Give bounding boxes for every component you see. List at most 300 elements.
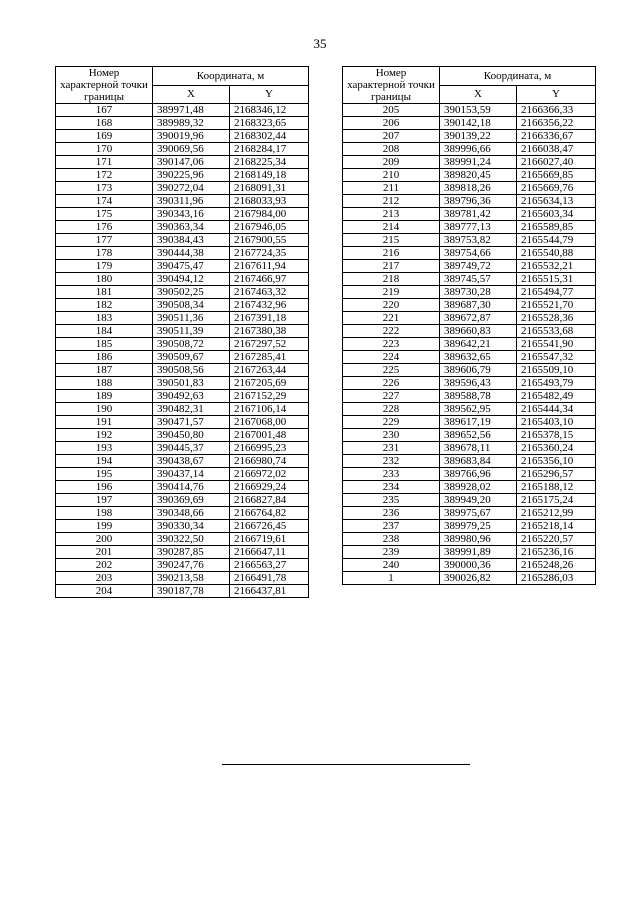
point-number-cell: 182 <box>56 299 153 312</box>
table-row <box>343 156 596 169</box>
y-coordinate-cell: 2167001,48 <box>230 429 309 442</box>
table-row <box>56 299 309 312</box>
table-row <box>343 312 596 325</box>
x-coordinate-cell: 390492,63 <box>153 390 230 403</box>
table-row <box>56 559 309 572</box>
x-coordinate-cell: 389678,11 <box>440 442 517 455</box>
x-coordinate-cell: 390322,50 <box>153 533 230 546</box>
point-number-cell: 186 <box>56 351 153 364</box>
table-row <box>343 416 596 429</box>
table-row <box>343 559 596 572</box>
table-row <box>56 221 309 234</box>
y-coordinate-cell: 2167946,05 <box>230 221 309 234</box>
point-number-cell: 204 <box>56 585 153 598</box>
x-coordinate-cell: 389596,43 <box>440 377 517 390</box>
x-coordinate-cell: 390482,31 <box>153 403 230 416</box>
y-coordinate-cell: 2166929,24 <box>230 481 309 494</box>
y-coordinate-cell: 2165188,12 <box>517 481 596 494</box>
point-number-cell: 205 <box>343 104 440 117</box>
x-coordinate-cell: 390225,96 <box>153 169 230 182</box>
point-number-cell: 214 <box>343 221 440 234</box>
coordinate-header: Координата, м <box>440 67 596 86</box>
point-number-cell: 217 <box>343 260 440 273</box>
point-number-cell: 236 <box>343 507 440 520</box>
point-number-cell: 218 <box>343 273 440 286</box>
x-coordinate-cell: 390444,38 <box>153 247 230 260</box>
y-coordinate-cell: 2167432,96 <box>230 299 309 312</box>
x-coordinate-cell: 389730,28 <box>440 286 517 299</box>
table-row <box>56 585 309 598</box>
y-coordinate-cell: 2165589,85 <box>517 221 596 234</box>
x-coordinate-cell: 389796,36 <box>440 195 517 208</box>
y-coordinate-cell: 2165360,24 <box>517 442 596 455</box>
point-number-cell: 200 <box>56 533 153 546</box>
y-coordinate-cell: 2167068,00 <box>230 416 309 429</box>
x-coordinate-cell: 390142,18 <box>440 117 517 130</box>
table-row <box>343 403 596 416</box>
point-number-header: Номер характерной точки границы <box>56 67 153 104</box>
table-row <box>343 234 596 247</box>
table-row <box>56 377 309 390</box>
y-coordinate-cell: 2165175,24 <box>517 494 596 507</box>
table-row <box>343 299 596 312</box>
point-number-cell: 168 <box>56 117 153 130</box>
coordinate-header: Координата, м <box>153 67 309 86</box>
point-number-cell: 208 <box>343 143 440 156</box>
table-row <box>56 234 309 247</box>
table-row <box>343 286 596 299</box>
table-row <box>343 429 596 442</box>
table-row <box>56 325 309 338</box>
point-number-cell: 222 <box>343 325 440 338</box>
y-coordinate-cell: 2167205,69 <box>230 377 309 390</box>
y-coordinate-cell: 2165515,31 <box>517 273 596 286</box>
table-row <box>56 312 309 325</box>
y-coordinate-cell: 2165634,13 <box>517 195 596 208</box>
y-coordinate-cell: 2167463,32 <box>230 286 309 299</box>
table-row <box>56 195 309 208</box>
table-row <box>343 143 596 156</box>
y-coordinate-cell: 2165669,76 <box>517 182 596 195</box>
point-number-cell: 176 <box>56 221 153 234</box>
point-number-cell: 192 <box>56 429 153 442</box>
point-number-cell: 171 <box>56 156 153 169</box>
x-coordinate-cell: 390475,47 <box>153 260 230 273</box>
x-coordinate-cell: 390139,22 <box>440 130 517 143</box>
y-header: Y <box>517 85 596 104</box>
point-number-cell: 190 <box>56 403 153 416</box>
y-coordinate-cell: 2167263,44 <box>230 364 309 377</box>
y-coordinate-cell: 2166336,67 <box>517 130 596 143</box>
point-number-cell: 212 <box>343 195 440 208</box>
point-number-cell: 213 <box>343 208 440 221</box>
table-row <box>343 273 596 286</box>
table-row <box>56 351 309 364</box>
x-coordinate-cell: 389980,96 <box>440 533 517 546</box>
x-coordinate-cell: 390019,96 <box>153 130 230 143</box>
point-number-cell: 179 <box>56 260 153 273</box>
x-coordinate-cell: 390445,37 <box>153 442 230 455</box>
y-coordinate-cell: 2168225,34 <box>230 156 309 169</box>
x-coordinate-cell: 389687,30 <box>440 299 517 312</box>
x-coordinate-cell: 390437,14 <box>153 468 230 481</box>
point-number-cell: 193 <box>56 442 153 455</box>
x-coordinate-cell: 390363,34 <box>153 221 230 234</box>
y-coordinate-cell: 2167297,52 <box>230 338 309 351</box>
y-coordinate-cell: 2166356,22 <box>517 117 596 130</box>
table-row <box>343 364 596 377</box>
x-coordinate-cell: 389991,24 <box>440 156 517 169</box>
x-coordinate-cell: 390414,76 <box>153 481 230 494</box>
y-coordinate-cell: 2165236,16 <box>517 546 596 559</box>
table-row <box>343 117 596 130</box>
x-coordinate-cell: 390187,78 <box>153 585 230 598</box>
y-coordinate-cell: 2167285,41 <box>230 351 309 364</box>
table-row <box>56 546 309 559</box>
x-coordinate-cell: 389606,79 <box>440 364 517 377</box>
x-coordinate-cell: 390311,96 <box>153 195 230 208</box>
point-number-cell: 232 <box>343 455 440 468</box>
table-row <box>56 117 309 130</box>
point-number-cell: 188 <box>56 377 153 390</box>
table-row <box>56 494 309 507</box>
table-row <box>56 208 309 221</box>
y-coordinate-cell: 2165532,21 <box>517 260 596 273</box>
point-number-cell: 185 <box>56 338 153 351</box>
table-row <box>56 247 309 260</box>
x-coordinate-cell: 390508,72 <box>153 338 230 351</box>
y-coordinate-cell: 2165547,32 <box>517 351 596 364</box>
table-row <box>343 247 596 260</box>
x-coordinate-cell: 389672,87 <box>440 312 517 325</box>
x-coordinate-cell: 390247,76 <box>153 559 230 572</box>
x-coordinate-cell: 389632,65 <box>440 351 517 364</box>
table-row <box>343 533 596 546</box>
table-row <box>343 481 596 494</box>
point-number-cell: 199 <box>56 520 153 533</box>
x-coordinate-cell: 390494,12 <box>153 273 230 286</box>
point-number-cell: 225 <box>343 364 440 377</box>
point-number-cell: 196 <box>56 481 153 494</box>
point-number-cell: 239 <box>343 546 440 559</box>
y-coordinate-cell: 2167466,97 <box>230 273 309 286</box>
x-coordinate-cell: 390509,67 <box>153 351 230 364</box>
point-number-cell: 209 <box>343 156 440 169</box>
x-coordinate-cell: 389989,32 <box>153 117 230 130</box>
y-coordinate-cell: 2166995,23 <box>230 442 309 455</box>
table-row <box>56 403 309 416</box>
table-row <box>343 169 596 182</box>
point-number-cell: 202 <box>56 559 153 572</box>
table-row <box>56 273 309 286</box>
table-row <box>343 520 596 533</box>
point-number-cell: 195 <box>56 468 153 481</box>
x-coordinate-cell: 389766,96 <box>440 468 517 481</box>
y-coordinate-cell: 2168302,44 <box>230 130 309 143</box>
point-number-cell: 174 <box>56 195 153 208</box>
x-coordinate-cell: 389996,66 <box>440 143 517 156</box>
y-coordinate-cell: 2165286,03 <box>517 572 596 585</box>
y-coordinate-cell: 2165544,79 <box>517 234 596 247</box>
y-coordinate-cell: 2166827,84 <box>230 494 309 507</box>
point-number-cell: 233 <box>343 468 440 481</box>
y-coordinate-cell: 2168323,65 <box>230 117 309 130</box>
page-number: 35 <box>313 36 327 51</box>
point-number-cell: 181 <box>56 286 153 299</box>
y-coordinate-cell: 2165528,36 <box>517 312 596 325</box>
table-row <box>343 494 596 507</box>
x-coordinate-cell: 389562,95 <box>440 403 517 416</box>
point-number-cell: 237 <box>343 520 440 533</box>
x-coordinate-cell: 390343,16 <box>153 208 230 221</box>
point-number-cell: 198 <box>56 507 153 520</box>
x-coordinate-cell: 390287,85 <box>153 546 230 559</box>
y-coordinate-cell: 2165482,49 <box>517 390 596 403</box>
y-coordinate-cell: 2165444,34 <box>517 403 596 416</box>
x-header: X <box>440 85 517 104</box>
x-coordinate-cell: 390438,67 <box>153 455 230 468</box>
x-coordinate-cell: 389949,20 <box>440 494 517 507</box>
x-coordinate-cell: 390471,57 <box>153 416 230 429</box>
y-coordinate-cell: 2166719,61 <box>230 533 309 546</box>
point-number-cell: 211 <box>343 182 440 195</box>
point-number-cell: 1 <box>343 572 440 585</box>
point-number-cell: 173 <box>56 182 153 195</box>
table-row <box>343 104 596 117</box>
point-number-cell: 230 <box>343 429 440 442</box>
y-coordinate-cell: 2167152,29 <box>230 390 309 403</box>
point-number-cell: 210 <box>343 169 440 182</box>
point-number-cell: 227 <box>343 390 440 403</box>
point-number-cell: 194 <box>56 455 153 468</box>
x-coordinate-cell: 389820,45 <box>440 169 517 182</box>
x-coordinate-cell: 390502,25 <box>153 286 230 299</box>
table-row <box>56 104 309 117</box>
y-coordinate-cell: 2167984,00 <box>230 208 309 221</box>
x-coordinate-cell: 389991,89 <box>440 546 517 559</box>
y-coordinate-cell: 2168284,17 <box>230 143 309 156</box>
y-coordinate-cell: 2167391,18 <box>230 312 309 325</box>
table-row <box>343 455 596 468</box>
y-coordinate-cell: 2167724,35 <box>230 247 309 260</box>
x-coordinate-cell: 390330,34 <box>153 520 230 533</box>
table-row <box>56 533 309 546</box>
point-number-cell: 183 <box>56 312 153 325</box>
y-coordinate-cell: 2166437,81 <box>230 585 309 598</box>
table-row <box>343 195 596 208</box>
table-row <box>56 468 309 481</box>
point-number-cell: 170 <box>56 143 153 156</box>
x-coordinate-cell: 390508,56 <box>153 364 230 377</box>
y-coordinate-cell: 2165603,34 <box>517 208 596 221</box>
point-number-cell: 178 <box>56 247 153 260</box>
y-coordinate-cell: 2165521,70 <box>517 299 596 312</box>
point-number-cell: 172 <box>56 169 153 182</box>
y-coordinate-cell: 2166027,40 <box>517 156 596 169</box>
table-row <box>56 442 309 455</box>
table-row <box>343 260 596 273</box>
table-row <box>56 286 309 299</box>
y-coordinate-cell: 2167611,94 <box>230 260 309 273</box>
point-number-cell: 189 <box>56 390 153 403</box>
x-coordinate-cell: 389588,78 <box>440 390 517 403</box>
x-coordinate-cell: 389928,02 <box>440 481 517 494</box>
point-number-cell: 229 <box>343 416 440 429</box>
y-coordinate-cell: 2165494,77 <box>517 286 596 299</box>
y-coordinate-cell: 2168149,18 <box>230 169 309 182</box>
x-header: X <box>153 85 230 104</box>
y-coordinate-cell: 2166647,11 <box>230 546 309 559</box>
x-coordinate-cell: 390511,39 <box>153 325 230 338</box>
x-coordinate-cell: 389781,42 <box>440 208 517 221</box>
x-coordinate-cell: 389818,26 <box>440 182 517 195</box>
y-coordinate-cell: 2168091,31 <box>230 182 309 195</box>
point-number-cell: 180 <box>56 273 153 286</box>
table-row <box>343 468 596 481</box>
y-coordinate-cell: 2165212,99 <box>517 507 596 520</box>
y-coordinate-cell: 2167106,14 <box>230 403 309 416</box>
table-row <box>343 182 596 195</box>
table-row <box>343 208 596 221</box>
x-coordinate-cell: 389979,25 <box>440 520 517 533</box>
point-number-cell: 224 <box>343 351 440 364</box>
point-number-cell: 228 <box>343 403 440 416</box>
y-coordinate-cell: 2166366,33 <box>517 104 596 117</box>
table-row <box>56 260 309 273</box>
point-number-cell: 207 <box>343 130 440 143</box>
y-coordinate-cell: 2166563,27 <box>230 559 309 572</box>
point-number-cell: 234 <box>343 481 440 494</box>
y-coordinate-cell: 2165403,10 <box>517 416 596 429</box>
y-coordinate-cell: 2165533,68 <box>517 325 596 338</box>
point-number-cell: 206 <box>343 117 440 130</box>
point-number-cell: 184 <box>56 325 153 338</box>
table-row <box>343 351 596 364</box>
x-coordinate-cell: 389971,48 <box>153 104 230 117</box>
x-coordinate-cell: 390501,83 <box>153 377 230 390</box>
table-row <box>56 156 309 169</box>
x-coordinate-cell: 389745,57 <box>440 273 517 286</box>
table-row <box>56 390 309 403</box>
table-row <box>56 572 309 585</box>
y-coordinate-cell: 2166764,82 <box>230 507 309 520</box>
table-body-left <box>56 104 309 598</box>
y-header: Y <box>230 85 309 104</box>
table-row <box>343 338 596 351</box>
point-number-cell: 219 <box>343 286 440 299</box>
point-number-cell: 231 <box>343 442 440 455</box>
point-number-cell: 167 <box>56 104 153 117</box>
point-number-cell: 169 <box>56 130 153 143</box>
x-coordinate-cell: 389975,67 <box>440 507 517 520</box>
coordinates-table-right <box>342 66 596 585</box>
table-row <box>56 143 309 156</box>
table-row <box>343 507 596 520</box>
table-row <box>56 182 309 195</box>
point-number-cell: 223 <box>343 338 440 351</box>
x-coordinate-cell: 390348,66 <box>153 507 230 520</box>
x-coordinate-cell: 390153,59 <box>440 104 517 117</box>
x-coordinate-cell: 390369,69 <box>153 494 230 507</box>
y-coordinate-cell: 2165248,26 <box>517 559 596 572</box>
table-row <box>56 364 309 377</box>
table-row <box>343 546 596 559</box>
point-number-cell: 215 <box>343 234 440 247</box>
table-row <box>343 390 596 403</box>
y-coordinate-cell: 2165493,79 <box>517 377 596 390</box>
x-coordinate-cell: 390508,34 <box>153 299 230 312</box>
table-row <box>56 338 309 351</box>
x-coordinate-cell: 389753,82 <box>440 234 517 247</box>
table-body-right <box>343 104 596 585</box>
x-coordinate-cell: 390272,04 <box>153 182 230 195</box>
point-number-cell: 220 <box>343 299 440 312</box>
point-number-cell: 240 <box>343 559 440 572</box>
x-coordinate-cell: 389777,13 <box>440 221 517 234</box>
y-coordinate-cell: 2165509,10 <box>517 364 596 377</box>
point-number-cell: 226 <box>343 377 440 390</box>
point-number-cell: 177 <box>56 234 153 247</box>
point-number-cell: 187 <box>56 364 153 377</box>
x-coordinate-cell: 389749,72 <box>440 260 517 273</box>
signature-line <box>222 764 470 765</box>
table-row <box>56 481 309 494</box>
x-coordinate-cell: 390511,36 <box>153 312 230 325</box>
point-number-cell: 221 <box>343 312 440 325</box>
point-number-cell: 238 <box>343 533 440 546</box>
y-coordinate-cell: 2165218,14 <box>517 520 596 533</box>
y-coordinate-cell: 2165220,57 <box>517 533 596 546</box>
coordinates-table-left <box>55 66 309 598</box>
x-coordinate-cell: 389617,19 <box>440 416 517 429</box>
y-coordinate-cell: 2165669,85 <box>517 169 596 182</box>
point-number-cell: 191 <box>56 416 153 429</box>
y-coordinate-cell: 2168346,12 <box>230 104 309 117</box>
y-coordinate-cell: 2167380,38 <box>230 325 309 338</box>
y-coordinate-cell: 2165378,15 <box>517 429 596 442</box>
table-row <box>56 429 309 442</box>
table-row <box>343 221 596 234</box>
x-coordinate-cell: 390450,80 <box>153 429 230 442</box>
x-coordinate-cell: 390213,58 <box>153 572 230 585</box>
y-coordinate-cell: 2165296,57 <box>517 468 596 481</box>
point-number-cell: 197 <box>56 494 153 507</box>
table-row <box>56 416 309 429</box>
x-coordinate-cell: 389683,84 <box>440 455 517 468</box>
table-row <box>343 377 596 390</box>
table-row <box>343 325 596 338</box>
table-row <box>343 572 596 585</box>
table-row <box>56 520 309 533</box>
point-number-cell: 235 <box>343 494 440 507</box>
y-coordinate-cell: 2166972,02 <box>230 468 309 481</box>
point-number-cell: 201 <box>56 546 153 559</box>
table-row <box>56 455 309 468</box>
y-coordinate-cell: 2167900,55 <box>230 234 309 247</box>
y-coordinate-cell: 2165356,10 <box>517 455 596 468</box>
x-coordinate-cell: 390026,82 <box>440 572 517 585</box>
y-coordinate-cell: 2168033,93 <box>230 195 309 208</box>
x-coordinate-cell: 390147,06 <box>153 156 230 169</box>
x-coordinate-cell: 390069,56 <box>153 143 230 156</box>
y-coordinate-cell: 2166038,47 <box>517 143 596 156</box>
x-coordinate-cell: 390000,36 <box>440 559 517 572</box>
table-row <box>56 169 309 182</box>
y-coordinate-cell: 2166980,74 <box>230 455 309 468</box>
table-row <box>56 507 309 520</box>
table-row <box>343 130 596 143</box>
x-coordinate-cell: 389642,21 <box>440 338 517 351</box>
